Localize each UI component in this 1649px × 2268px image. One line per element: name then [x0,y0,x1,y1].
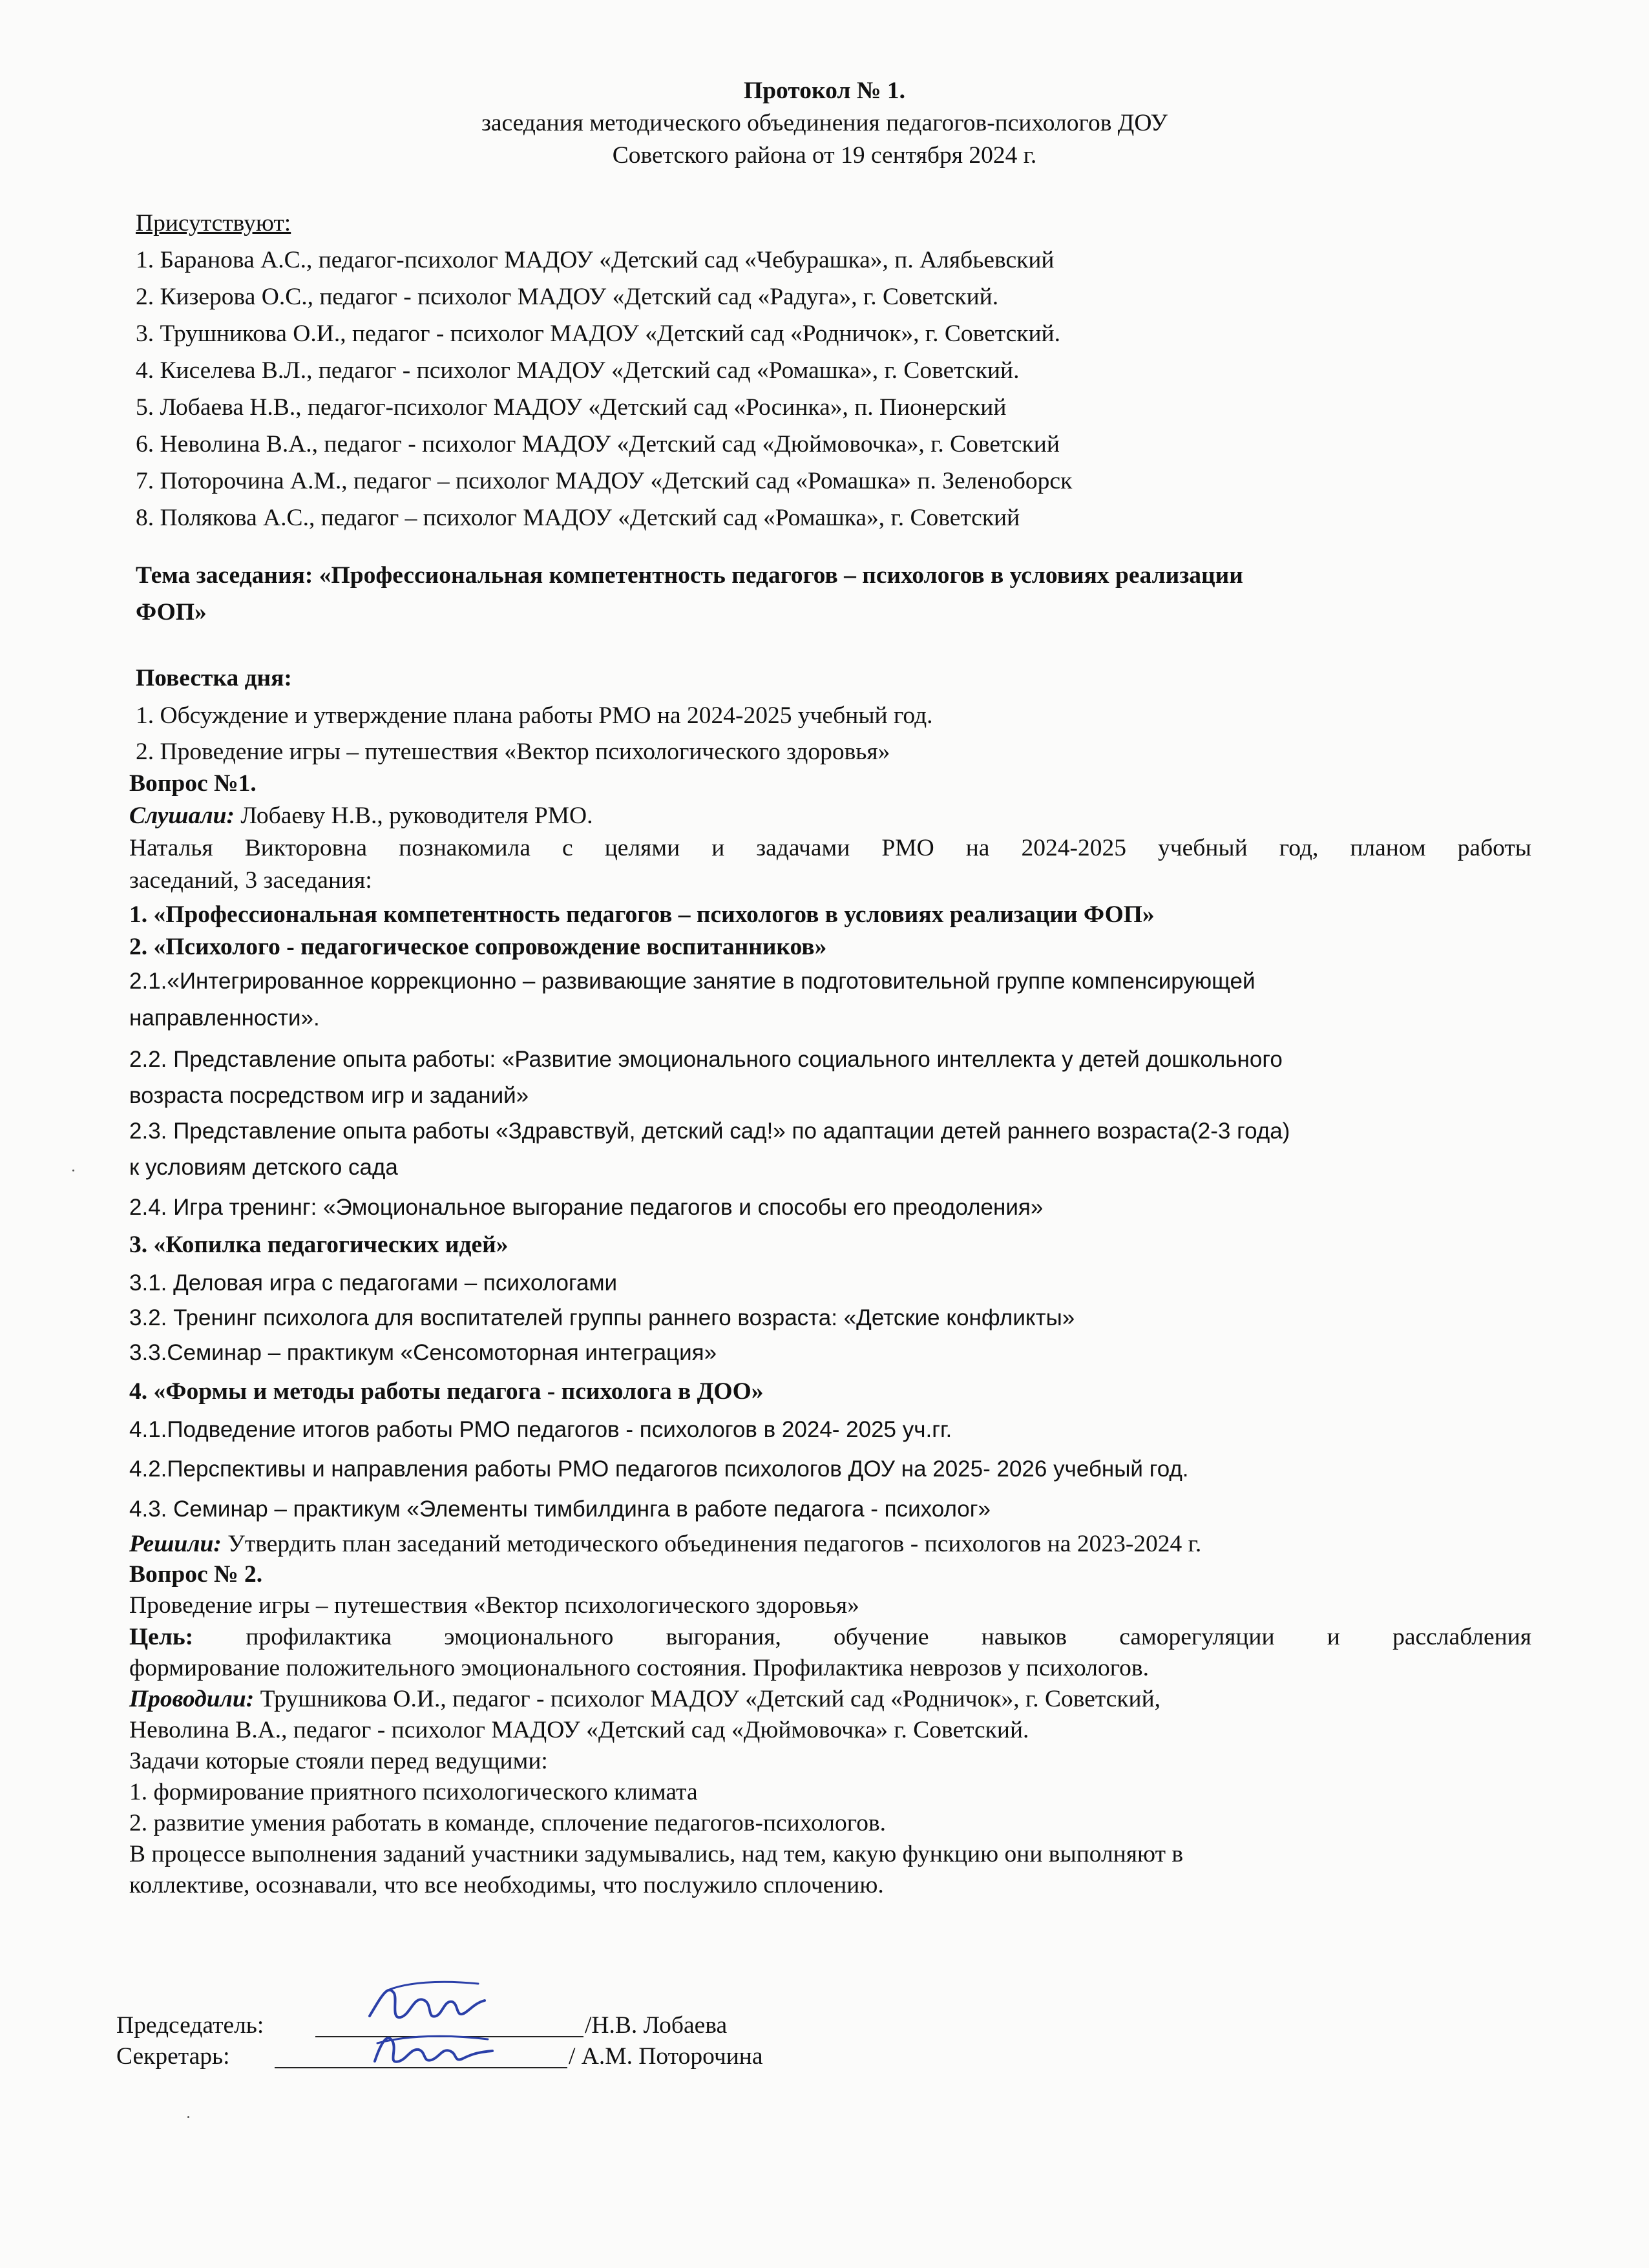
attendee-item: 2. Кизерова О.С., педагог - психолог МАДОУ «Детский сад «Радуга», г. Советский. [136,284,999,310]
document-subtitle-line-1: заседания методического объединения педагогов-психологов ДОУ [481,110,1168,136]
session-2-4: 2.4. Игра тренинг: «Эмоциональное выгорание педагогов и способы его преодоления» [129,1195,1044,1220]
question-2-line-1: Проведение игры – путешествия «Вектор психологического здоровья» [129,1592,859,1619]
meeting-topic-line-1: Тема заседания: «Профессиональная компетентность педагогов – психологов в условиях реализации [136,562,1243,589]
session-2-3-line-1: 2.3. Представление опыта работы «Здравствуй, детский сад!» по адаптации детей раннего возраста(2-3 года) [129,1118,1290,1144]
session-3-3: 3.3.Семинар – практикум «Сенсомоторная интеграция» [129,1340,717,1365]
secretary-signature [368,2016,498,2081]
session-2-3-line-2: к условиям детского сада [129,1155,398,1180]
session-2-1-line-2: направленности». [129,1005,320,1031]
question-2-held-by [129,1685,1161,1714]
session-3-1: 3.1. Деловая игра с педагогами – психологами [129,1270,618,1296]
question-1-intro-line-2: заседаний, 3 заседания: [129,867,372,894]
session-2-title: 2. «Психолого - педагогическое сопровождение воспитанников» [129,934,827,960]
goal-text: профилактика эмоционального выгорания, обучение навыков саморегуляции и расслабления [193,1624,1531,1650]
task-item: 1. формирование приятного психологического климата [129,1779,698,1805]
listened-label: Слушали: [129,803,235,829]
secretary-name: / А.М. Поторочина [569,2043,763,2070]
attendee-item: 1. Баранова А.С., педагог-психолог МАДОУ «Детский сад «Чебурашка», п. Алябьевский [136,247,1055,273]
question-2-goal [129,1622,1531,1652]
question-1-listened [129,801,593,831]
held-text: Трушникова О.И., педагог - психолог МАДОУ «Детский сад «Родничок», г. Советский, [254,1686,1161,1712]
agenda-item: 2. Проведение игры – путешествия «Вектор психологического здоровья» [136,739,890,765]
listened-text: Лобаеву Н.В., руководителя РМО. [234,803,593,829]
session-4-1: 4.1.Подведение итогов работы РМО педагогов - психологов в 2024- 2025 уч.гг. [129,1417,952,1442]
chair-name: /Н.В. Лобаева [585,2012,728,2039]
held-label: Проводили: [129,1686,255,1712]
scan-speck [72,1170,74,1171]
agenda-heading: Повестка дня: [136,665,292,691]
question-2-heading: Вопрос № 2. [129,1561,263,1588]
session-3-title: 3. «Копилка педагогических идей» [129,1232,509,1258]
question-2-held-line-2: Неволина В.А., педагог - психолог МАДОУ «Детский сад «Дюймовочка» г. Советский. [129,1717,1029,1743]
scan-speck [187,2116,189,2118]
session-2-2-line-1: 2.2. Представление опыта работы: «Развитие эмоционального социального интеллекта у детей дошкольного [129,1047,1283,1072]
session-4-2: 4.2.Перспективы и направления работы РМО педагогов психологов ДОУ на 2025- 2026 учебный год. [129,1456,1189,1482]
question-1-heading: Вопрос №1. [129,770,257,797]
session-4-3: 4.3. Семинар – практикум «Элементы тимбилдинга в работе педагога - психолог» [129,1496,991,1522]
secretary-label: Секретарь: [116,2043,230,2070]
tasks-heading: Задачи которые стояли перед ведущими: [129,1748,548,1774]
attendee-item: 6. Неволина В.А., педагог - психолог МАДОУ «Детский сад «Дюймовочка», г. Советский [136,431,1060,457]
decided-text: Утвердить план заседаний методического объединения педагогов - психологов на 2023-2024 г. [221,1531,1202,1557]
document-title: Протокол № 1. [744,78,905,104]
session-2-1-line-1: 2.1.«Интегрированное коррекционно – развивающие занятие в подготовительной группе компенсирующей [129,969,1255,994]
attendee-item: 3. Трушникова О.И., педагог - психолог МАДОУ «Детский сад «Родничок», г. Советский. [136,320,1060,347]
attendee-item: 5. Лобаева Н.В., педагог-психолог МАДОУ «Детский сад «Росинка», п. Пионерский [136,394,1007,421]
task-item: 2. развитие умения работать в команде, сплочение педагогов-психологов. [129,1810,887,1836]
question-1-decision [129,1529,1201,1559]
question-2-goal-line-2: формирование положительного эмоционального состояния. Профилактика неврозов у психологов. [129,1655,1150,1681]
decided-label: Решили: [129,1531,222,1557]
session-4-title: 4. «Формы и методы работы педагога - психолога в ДОО» [129,1378,764,1405]
attendees-heading: Присутствуют: [136,210,291,236]
result-line-2: коллективе, осознавали, что все необходимы, что послужило сплочению. [129,1872,884,1898]
attendee-item: 8. Полякова А.С., педагог – психолог МАДОУ «Детский сад «Ромашка», г. Советский [136,505,1020,531]
attendee-item: 7. Поторочина А.М., педагог – психолог МАДОУ «Детский сад «Ромашка» п. Зеленоборск [136,468,1073,494]
chair-label: Председатель: [116,2012,264,2039]
result-line-1: В процессе выполнения заданий участники задумывались, над тем, какую функцию они выполняют в [129,1841,1184,1867]
session-2-2-line-2: возраста посредством игр и заданий» [129,1083,529,1108]
session-3-2: 3.2. Тренинг психолога для воспитателей группы раннего возраста: «Детские конфликты» [129,1305,1075,1330]
document-subtitle-line-2: Советского района от 19 сентября 2024 г. [612,142,1037,169]
goal-label: Цель: [129,1624,194,1650]
attendee-item: 4. Киселева В.Л., педагог - психолог МАДОУ «Детский сад «Ромашка», г. Советский. [136,357,1020,384]
session-1-title: 1. «Профессиональная компетентность педагогов – психологов в условиях реализации ФОП» [129,901,1155,928]
question-1-intro-line-1: Наталья Викторовна познакомила с целями и задачами РМО на 2024-2025 учебный год, планом работы [129,835,1531,861]
meeting-topic-line-2: ФОП» [136,599,207,625]
agenda-item: 1. Обсуждение и утверждение плана работы РМО на 2024-2025 учебный год. [136,702,933,729]
